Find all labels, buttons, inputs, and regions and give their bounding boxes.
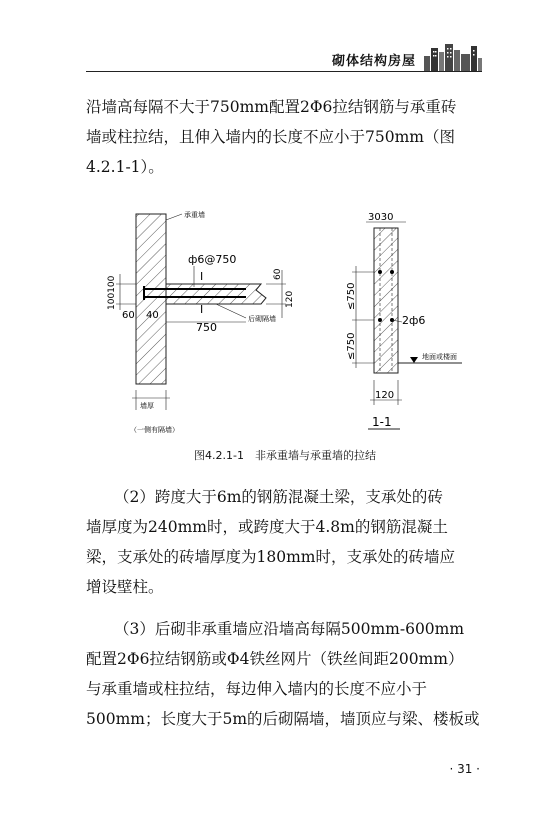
bearing-wall (136, 214, 166, 384)
label-i-bottom: I (200, 303, 204, 316)
paragraph-2 (86, 482, 484, 602)
label-120: 120 (375, 390, 395, 401)
label-rebar: ф6@750 (188, 253, 237, 266)
label-750b: ≤750 (346, 332, 357, 360)
plan-detail (107, 210, 295, 434)
label-note: （一侧有隔墙） (130, 426, 179, 434)
text-line: 墙厚度为240mm时，或跨度大于4.8m的钢筋混凝土 (86, 518, 448, 536)
text-line: 沿墙高每隔不大于750mm配置2Φ6拉结钢筋与承重砖 (86, 98, 457, 116)
label-dim-100100: 100100 (107, 275, 117, 310)
page-header (86, 40, 482, 72)
wall-tie-figure (96, 200, 476, 445)
label-3030: 3030 (368, 212, 394, 223)
label-750: 750 (196, 321, 217, 334)
label-40: 40 (146, 310, 159, 321)
paragraph-1 (86, 92, 484, 182)
label-bearing-wall: 承重墙 (184, 211, 205, 219)
paragraph-3 (86, 614, 484, 734)
text-line: 增设壁柱。 (86, 578, 164, 596)
text-line: 墙或柱拉结，且伸入墙内的长度不应小于750mm（图 (86, 128, 455, 146)
building-skyline-icon (422, 40, 482, 71)
label-dim-120: 120 (285, 290, 295, 308)
partition-wall (166, 284, 266, 304)
label-60: 60 (122, 310, 135, 321)
label-floor: 地面或楼面 (422, 353, 457, 361)
header-rule (86, 71, 482, 72)
label-750a: ≤750 (346, 282, 357, 310)
label-i-top: I (200, 270, 204, 283)
text-line: （2）跨度大于6m的钢筋混凝土梁，支承处的砖 (114, 488, 443, 506)
section-wall (374, 228, 398, 373)
label-later-wall: 后砌隔墙 (248, 315, 276, 323)
page-number: · 31 · (449, 762, 480, 776)
label-section: 1-1 (372, 415, 392, 429)
label-dim-60: 60 (273, 268, 283, 280)
label-wall-thickness: 墙厚 (140, 402, 154, 410)
section-detail (346, 212, 462, 429)
label-2phi6: 2ф6 (402, 314, 426, 327)
text-line: 与承重墙或柱拉结，每边伸入墙内的长度不应小于 (86, 680, 428, 698)
text-line: 配置2Φ6拉结钢筋或Φ4铁丝网片（铁丝间距200mm） (86, 650, 464, 668)
text-line: （3）后砌非承重墙应沿墙高每隔500mm-600mm (114, 620, 465, 638)
text-line: 500mm；长度大于5m的后砌隔墙，墙顶应与梁、楼板或 (86, 710, 480, 728)
text-line: 4.2.1-1）。 (86, 158, 164, 176)
header-title: 砌体结构房屋 (331, 54, 416, 69)
text-line: 梁，支承处的砖墙厚度为180mm时，支承处的砖墙应 (86, 548, 455, 566)
figure-caption: 图4.2.1-1 非承重墙与承重墙的拉结 (194, 449, 376, 462)
